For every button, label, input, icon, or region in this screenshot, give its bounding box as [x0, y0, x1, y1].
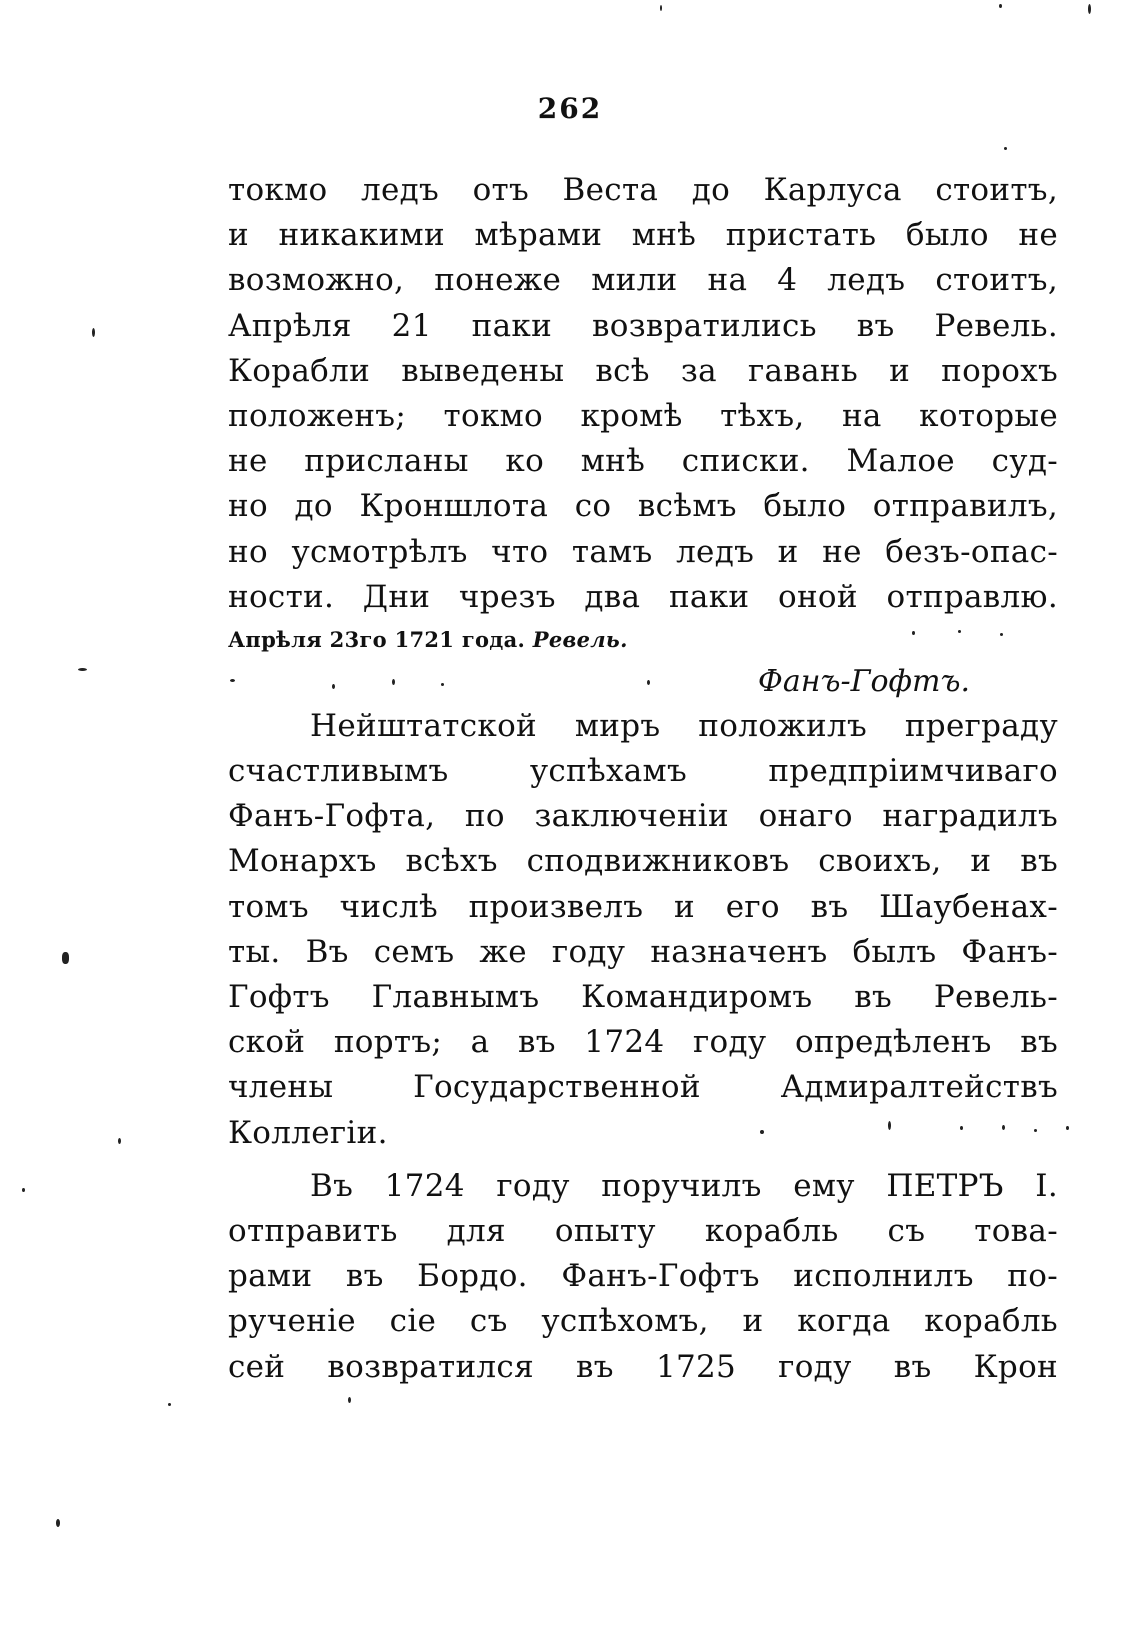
text-line: Въ 1724 году поручилъ ему ПЕТРЪ I. — [310, 1167, 1058, 1204]
scan-speck — [230, 679, 235, 682]
page-body — [228, 168, 1058, 1390]
text-line: ты. Въ семъ же году назначенъ былъ Фанъ- — [228, 933, 1058, 970]
scan-speck — [78, 668, 87, 671]
text-line: возможно, понеже мили на 4 ледъ стоитъ, — [228, 262, 1058, 299]
text-line: Нейштатской миръ положилъ преграду — [310, 707, 1058, 744]
text-line: Гофтъ Главнымъ Командиромъ въ Ревель- — [228, 979, 1058, 1015]
scan-speck — [168, 1403, 171, 1406]
text-line: рученіе сіе съ успѣхомъ, и когда корабль — [228, 1303, 1058, 1340]
scan-speck — [647, 680, 650, 685]
text-line: ской портъ; а въ 1724 году опредѣленъ въ — [228, 1024, 1058, 1061]
scan-speck — [62, 952, 69, 964]
text-line: счастливымъ успѣхамъ предпріимчиваго — [228, 753, 1058, 790]
paragraph-bordeaux — [228, 1164, 1058, 1390]
letter-date: Апрѣля 23го 1721 года. — [228, 626, 526, 652]
letter-signature: Фанъ-Гофтъ. — [757, 663, 970, 699]
scan-speck — [392, 679, 395, 685]
letter-dateline — [228, 620, 1058, 660]
scan-speck — [22, 1188, 25, 1192]
scan-speck — [960, 1126, 963, 1130]
scan-speck — [660, 5, 662, 11]
paragraph-neishtat — [228, 704, 1058, 1156]
scan-speck — [332, 684, 335, 689]
text-line: и никакими мѣрами мнѣ пристать было не — [228, 217, 1058, 254]
scan-speck — [760, 1130, 764, 1134]
text-line: токмо ледъ отъ Веста до Карлуса стоитъ, — [228, 172, 1058, 208]
scan-speck — [1004, 147, 1007, 150]
scan-speck — [348, 1397, 351, 1403]
text-line: члены Государственной Адмиралтействъ — [228, 1069, 1058, 1106]
scan-speck — [1000, 633, 1003, 636]
text-line: Фанъ-Гофта, по заключеніи онаго наградилъ — [228, 798, 1058, 835]
text-line: Корабли выведены всѣ за гавань и порохъ — [228, 352, 1058, 389]
scan-speck — [441, 683, 444, 686]
scan-speck — [1034, 1129, 1037, 1132]
scan-speck — [56, 1519, 60, 1527]
scan-speck — [958, 630, 961, 633]
text-line: не присланы ко мнѣ списки. Малое суд- — [228, 443, 1058, 480]
text-line: но усмотрѣлъ что тамъ ледъ и не безъ-опас- — [228, 533, 1058, 570]
text-line: томъ числѣ произвелъ и его въ Шаубенах- — [228, 888, 1058, 925]
scan-speck — [1066, 1126, 1069, 1130]
text-line: сей возвратился въ 1725 году въ Крон — [228, 1348, 1058, 1385]
scan-speck — [912, 631, 915, 635]
paragraph-gap — [228, 1156, 1058, 1164]
scan-speck — [118, 1138, 121, 1144]
text-line: отправить для опыту корабль съ това- — [228, 1212, 1058, 1249]
scan-speck — [1002, 1125, 1005, 1130]
scan-speck — [999, 4, 1002, 8]
letter-excerpt — [228, 168, 1058, 620]
text-line: но до Кроншлота со всѣмъ было отправилъ, — [228, 488, 1058, 525]
text-line: Монархъ всѣхъ сподвижниковъ своихъ, и въ — [228, 843, 1058, 880]
text-line: Апрѣля 21 паки возвратились въ Ревель. — [228, 307, 1058, 344]
scan-speck — [92, 328, 95, 337]
text-line: ности. Дни чрезъ два паки оной отправлю. — [228, 578, 1058, 615]
page-number: 262 — [537, 92, 603, 125]
scan-speck — [1088, 4, 1091, 14]
text-line: рами въ Бордо. Фанъ-Гофтъ исполнилъ по- — [228, 1258, 1058, 1295]
scan-speck — [888, 1121, 891, 1130]
letter-place: Ревель. — [532, 626, 628, 652]
text-line: положенъ; токмо кромѣ тѣхъ, на которые — [228, 397, 1058, 434]
text-line: Коллегіи. — [228, 1114, 388, 1151]
